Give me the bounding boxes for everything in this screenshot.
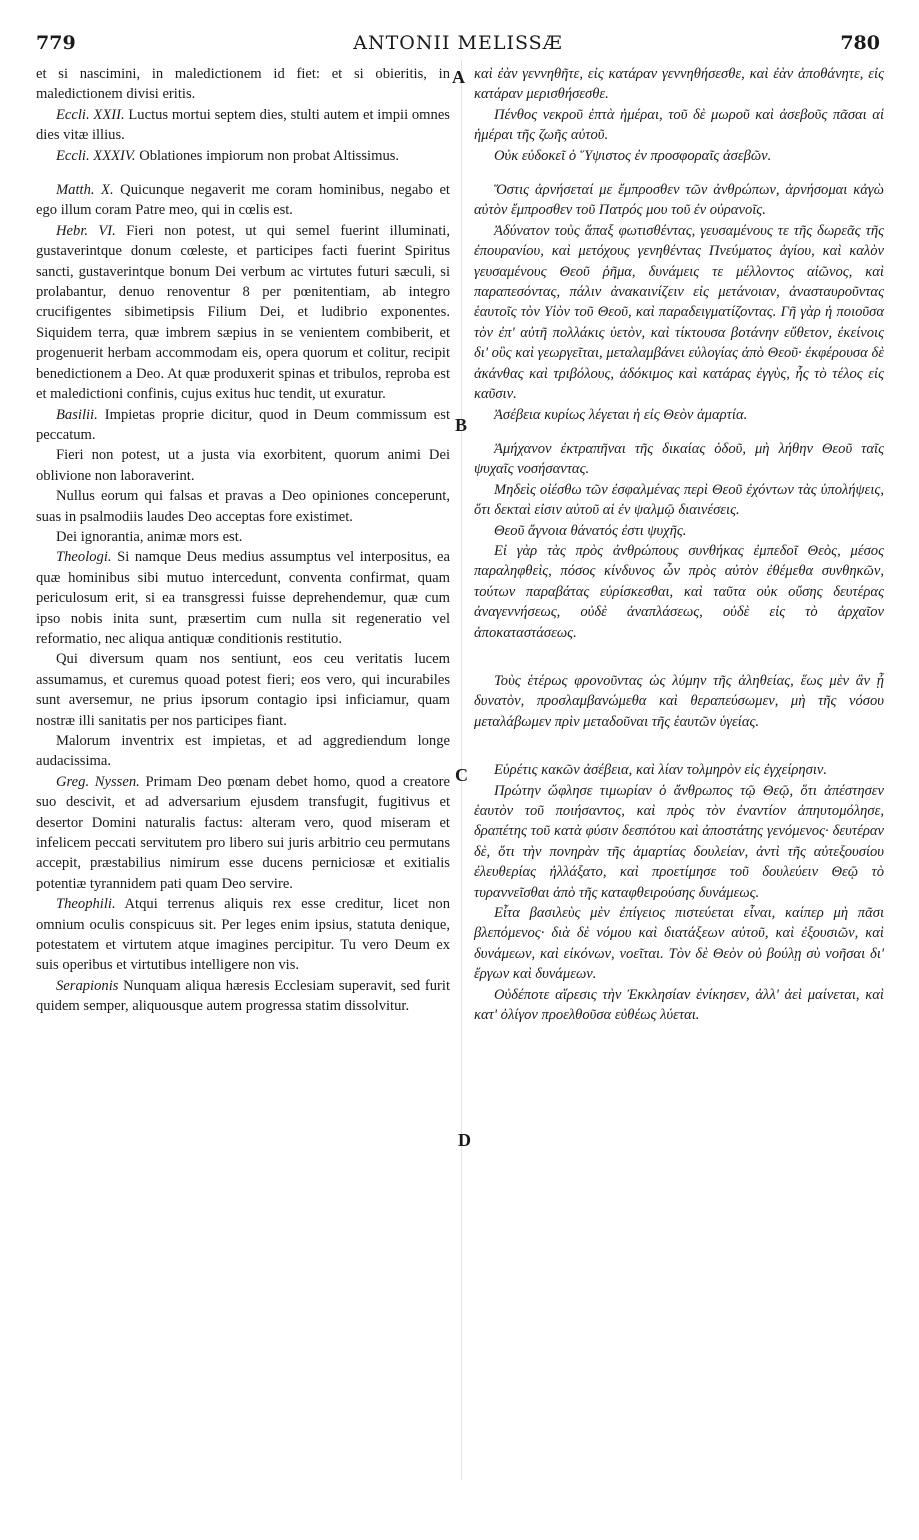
greek-paragraph: Εὑρέτις κακῶν ἀσέβεια, καὶ λίαν τολμηρὸν εἰς ἐγχείρησιν. [494,762,828,779]
greek-paragraph: Θεοῦ ἄγνοια θάνατός ἐστι ψυχῆς. [494,522,687,539]
greek-paragraph: Πένθος νεκροῦ ἑπτὰ ἡμέραι, τοῦ δὲ μωροῦ καὶ ἀσεβοῦς πᾶσαι αἱ ἡμέραι τῆς ζωῆς αὐτοῦ. [474,106,884,144]
greek-paragraph: Ἀσέβεια κυρίως λέγεται ἡ εἰς Θεὸν ἁμαρτία. [494,406,748,423]
greek-paragraph: Πρώτην ὤφλησε τιμωρίαν ὁ ἄνθρωπος τῷ Θεῷ, ὅτι ἀπέστησεν ἑαυτὸν τοῦ ποιήσαντος, καὶ πρὸς τὸν ἐναντίον ἀπηυτομόλησε, δραπέτης τοῦ κατὰ φύσιν δεσπότου καὶ ἀποστάτης γενόμενος· δευτέραν δὲ, ὅτι τὴν πονηρὰν τῆς ἁμαρτίας δουλείαν, ἀντὶ τῆς αὐτεξουσίου ἐλευθερίας ἠλλάξατο, καὶ προετίμησε τοῦ δουλεύειν Θεῷ τὸ τυραννεῖσθαι ἀπὸ τῆς καταφθειρούσης δυνάμεως. [474,782,884,901]
latin-paragraph: Greg. Nyssen. Primam Deo pœnam debet homo, quod a creatore suo descivit, et ad adversarium ejusdem transfugit, fugitivus et desertor Domini naturalis factus: alteram vero, quod miseram et infelicem peccati servitutem pro libero sui juris arbitrio ceu permutans accepit, præstabilius nimirum esse ducens perniciosæ et exitialis potentiæ tyrannidem pati quam Deo servire. [36,773,450,892]
latin-paragraph: Qui diversum quam nos sentiunt, eos ceu veritatis lucem assumamus, et curemus quoad potest fieri; eos vero, qui incurabiles sunt aversemur, ne prius ipsorum contagio ipsi inficiamur, quam nostræ illi sanitatis per nos participes fiant. [36,651,450,729]
latin-paragraph: Eccli. XXXIV. Oblationes impiorum non probat Altissimus. [56,147,400,164]
margin-letter-d: D [458,1130,471,1150]
latin-paragraph: Nullus eorum qui falsas et pravas a Deo opiniones conceperunt, suas in psalmodiis laudes Deo acceptas fore existimet. [36,488,450,525]
running-title: ANTONII MELISSÆ [353,32,563,54]
latin-paragraph: et si nascimini, in maledictionem id fiet: et si obieritis, in maledictionem divisi eritis. [36,66,450,103]
margin-letter-a: A [452,67,465,87]
greek-paragraph: Εἶτα βασιλεὺς μὲν ἐπίγειος πιστεύεται εἶναι, καίπερ μὴ πᾶσι βλεπόμενος· διὰ δὲ νόμου καὶ διατάξεων αὐτοῦ, καὶ ἐξουσιῶν, καὶ δυνάμεων, καὶ εἰκόνων, νοεῖται. Τὸν δὲ Θεὸν οὐ βούλῃ σὺ νοῆσαι δι' ἔργων καὶ δυνάμεων. [474,905,884,983]
latin-paragraph: Hebr. VI. Fieri non potest, ut qui semel fuerint illuminati, gustaverintque donum cœleste, et participes facti fuerint Spiritus sancti, gustaverintque bonum Dei verbum ac virtutes futuri sæculi, si prolabantur, denuo renoventur 8 per pœnitentiam, ab integro crucifigentes sibimetipsis Filium Dei, et ludibrio exponentes. Siquidem terra, quæ imbrem sæpius in se venientem combiberit, et progenuerit herbam accommodam eis, opera quorum et colitur, recipit benedictionem a Deo. At quæ produxerit spinas et tribulos, reproba est et maledictioni confinis, cujus exitus huc tendit, ut exuratur. [36,222,450,403]
margin-letter-b: B [455,415,468,435]
latin-paragraph: Dei ignorantia, animæ mors est. [56,528,243,545]
latin-column [36,64,450,1017]
latin-paragraph: Fieri non potest, ut a justa via exorbitent, quorum animi Dei oblivione non laboraverint. [36,447,450,484]
margin-letter-c: C [455,765,468,785]
page-header [36,32,880,56]
latin-paragraph: Serapionis Nunquam aliqua hæresis Ecclesiam superavit, sed furit quidem semper, aliquousque autem progressa statim dissolvitur. [36,977,450,1015]
greek-paragraph: Μηδεὶς οἰέσθω τῶν ἐσφαλμένας περὶ Θεοῦ ἐχόντων τὰς ὑπολήψεις, ὅτι δεκταὶ εἰσιν αὐτοῦ αἱ ἐν ψαλμῷ διαινέσεις. [474,481,884,519]
greek-paragraph: Ἀμήχανον ἐκτραπῆναι τῆς δικαίας ὁδοῦ, μὴ λήθην Θεοῦ ταῖς ψυχαῖς νοσήσαντας. [474,440,884,478]
latin-paragraph: Matth. X. Quicunque negaverit me coram hominibus, negabo et ego illum coram Patre meo, qui in cœlis est. [36,182,450,219]
latin-paragraph: Malorum inventrix est impietas, et ad aggrediendum longe audacissima. [36,733,450,770]
greek-paragraph: Οὐκ εὐδοκεῖ ὁ Ὕψιστος ἐν προσφοραῖς ἀσεβῶν. [494,147,772,164]
latin-paragraph: Theologi. Si namque Deus medius assumptus vel interpositus, ea quæ hominibus sibi mutuo intercedunt, conventa confirmat, quam periculosum erit, si ea transgressi fuisse deprehendemur, quæ cum ipso nobis inita sunt, præsertim cum nulla sit regeneratio vel reformatio, nec aliqua antiquæ conditionis restitutio. [36,549,450,647]
latin-paragraph: Eccli. XXII. Luctus mortui septem dies, stulti autem et impii omnes dies vitæ illius. [36,106,450,144]
page-number-left: 779 [36,32,76,54]
latin-paragraph: Basilii. Impietas proprie dicitur, quod in Deum commissum est peccatum. [36,406,450,443]
greek-paragraph: Ἀδύνατον τοὺς ἅπαξ φωτισθέντας, γευσαμένους τε τῆς δωρεᾶς τῆς ἐπουρανίου, καὶ μετόχους γενηθέντας Πνεύματος ἁγίου, καὶ καλὸν γευσαμένους Θεοῦ ῥῆμα, δυνάμεις τε μέλλοντος αἰῶνος, καὶ παραπεσόντας, πάλιν ἀνακαινίζειν εἰς μετάνοιαν, ἀνασταυροῦντας ἑαυτοῖς τὸν Υἱὸν τοῦ Θεοῦ, καὶ παραδειγματίζοντας. Γῆ γὰρ ἡ ποιοῦσα τὸν ἐπ' αὐτῆ πολλάκις ὑετὸν, καὶ τίκτουσα βοτάνην εὔθετον, ἐκείνοις δι' οὓς καὶ γεωργεῖται, μεταλαμβάνει εὐλογίας ἀπὸ Θεοῦ· ἐκφέρουσα δὲ ἀκάνθας καὶ τριβόλους, ἀδόκιμος καὶ κατάρας ἐγγὺς, ἧς τὸ τέλος εἰς καῦσιν. [474,222,884,403]
greek-paragraph: Ὅστις ἀρνήσεταί με ἔμπροσθεν τῶν ἀνθρώπων, ἀρνήσομαι κἀγὼ αὐτὸν ἔμπροσθεν τοῦ Πατρός μου τοῦ ἐν οὐρανοῖς. [474,182,884,219]
greek-paragraph: Οὐδέποτε αἵρεσις τὴν Ἐκκλησίαν ἐνίκησεν, ἀλλ' ἀεὶ μαίνεται, καὶ κατ' ὀλίγον προελθοῦσα εὐθέως λύεται. [474,986,884,1024]
page-number-right: 780 [840,32,880,54]
greek-paragraph: Εἰ γὰρ τὰς πρὸς ἀνθρώπους συνθήκας ἐμπεδοῖ Θεὸς, μέσος παραληφθεὶς, πόσος κίνδυνος ὧν πρὸς αὐτὸν ἐθέμεθα συνθηκῶν, τούτων παραβάτας εὑρίσκεσθαι, καὶ ταῦτα οὐκ οὔσης δευτέρας ἀναγεννήσεως, οὐδὲ ἀναπλάσεως, οὐδὲ εἰς τὸ ἀρχαῖον ἀποκαταστάσεως. [474,542,884,641]
greek-paragraph: Τοὺς ἑτέρως φρονοῦντας ὡς λύμην τῆς ἀληθείας, ἕως μὲν ἂν ᾖ δυνατὸν, προσλαμβανώμεθα καὶ θεραπεύσωμεν, μὴ τῆς νόσου μεταλάβωμεν πρὶν μεταδοῦναι τῆς ἑαυτῶν ὑγείας. [474,672,884,730]
greek-paragraph: καὶ ἐὰν γεννηθῆτε, εἰς κατάραν γεννηθήσεσθε, καὶ ἐὰν ἀποθάνητε, εἰς κατάραν μερισθήσεσθε. [474,66,884,103]
greek-column [474,64,884,1025]
latin-paragraph: Theophili. Atqui terrenus aliquis rex esse creditur, licet non omnium oculis conspicuus sit. Per leges enim ipsius, statuta denique, potestatem et virtutem atque imagines percipitur. Tu vero Deum ex suis operibus et virtutibus intelligere non vis. [36,896,450,974]
